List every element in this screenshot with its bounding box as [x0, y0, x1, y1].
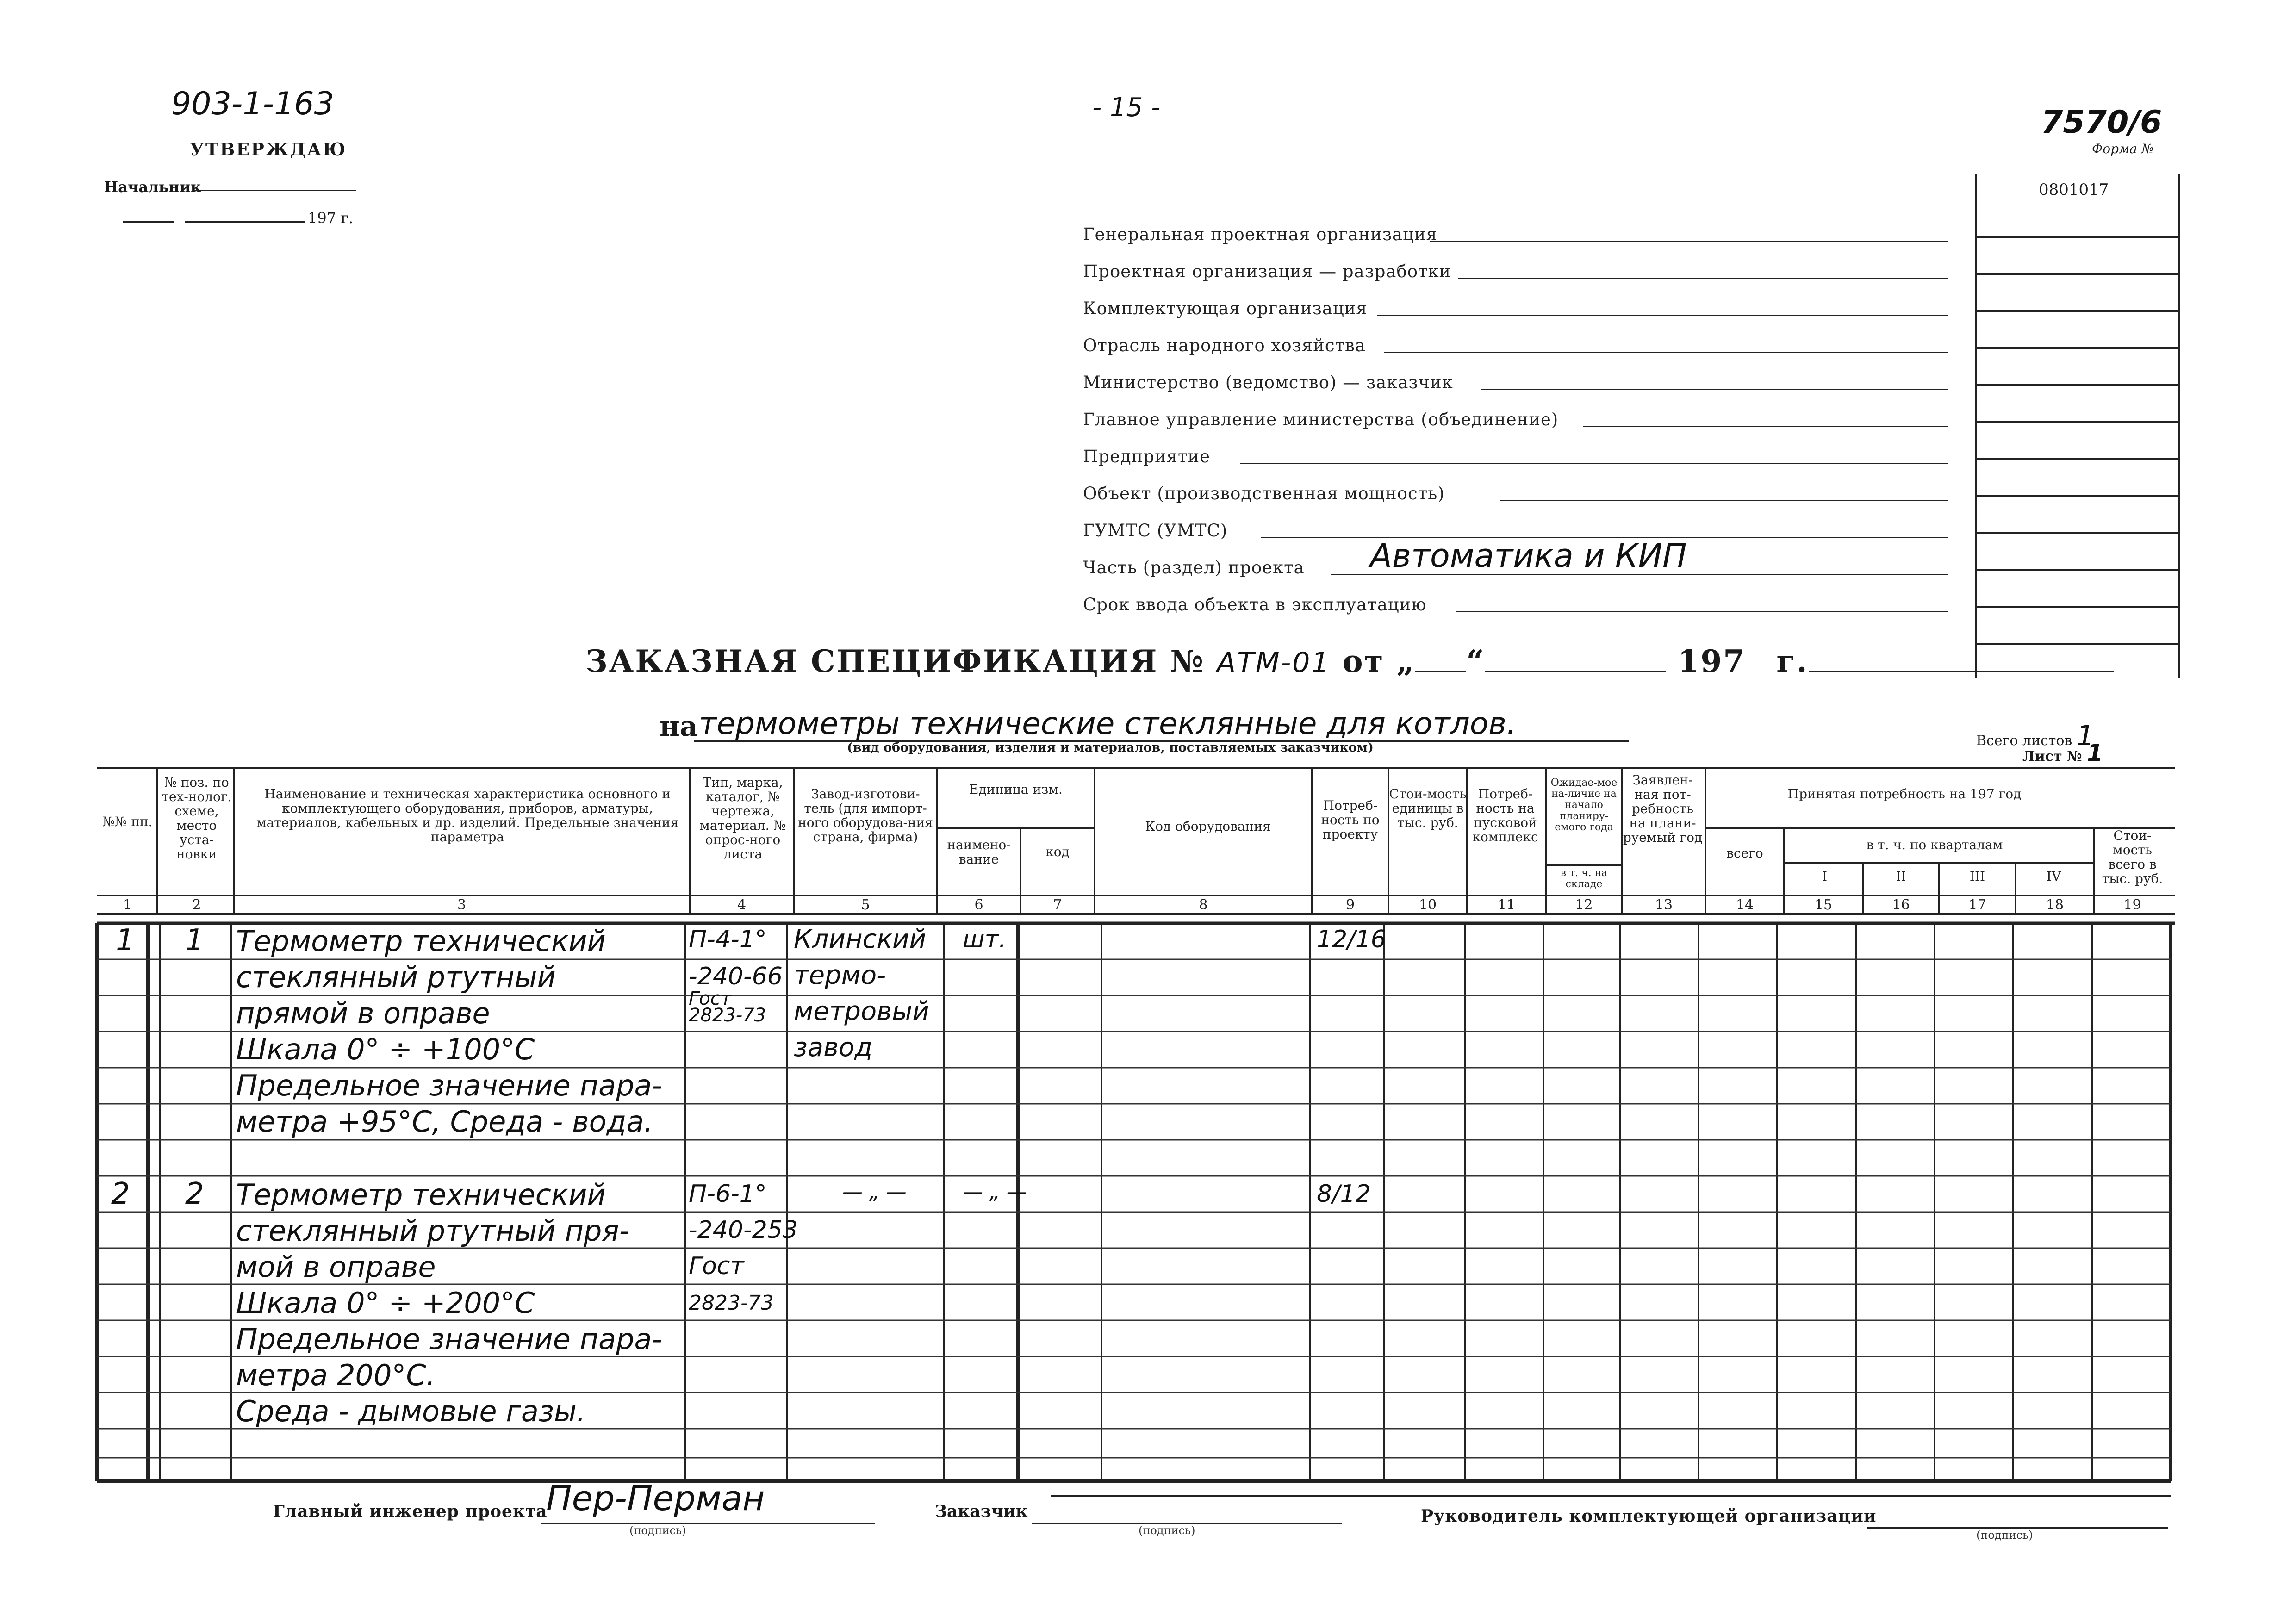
col-number: 1 — [123, 897, 132, 913]
row1-pos: 1 — [185, 923, 204, 958]
col-number: 12 — [1575, 897, 1593, 913]
col-number: 6 — [974, 897, 983, 913]
spec-date-quote-open: „ — [1396, 643, 1416, 679]
col-number: 4 — [737, 897, 747, 913]
customer-signature-caption: (подпись) — [1139, 1524, 1195, 1537]
spec-number: АТМ-01 — [1217, 647, 1331, 679]
row1-num: 1 — [116, 923, 135, 958]
spec-date-quote-close: “ — [1466, 643, 1486, 679]
spec-for-label: на — [660, 710, 698, 743]
header-col14: всего — [1726, 846, 1763, 861]
spec-for-caption: (вид оборудования, изделия и материалов, поставляемых заказчиком) — [847, 740, 1374, 755]
spec-for-value: термометры технические стеклянные для котлов. — [699, 706, 1517, 741]
header-accepted: Принятая потребность на 197 год — [1787, 786, 2022, 802]
row10-name: мой в оправе — [236, 1250, 436, 1284]
header-col12: Ожидае-мое на-личие на начало планиру-емого года — [1550, 777, 1618, 833]
row4-name: Шкала 0° ÷ +100°С — [236, 1032, 535, 1066]
row8-num: 2 — [111, 1177, 130, 1211]
col-number: 16 — [1892, 897, 1910, 913]
row13-name: метра 200°С. — [236, 1358, 436, 1392]
header-col4: Тип, марка, каталог, № чертежа, материал. № опрос-ного листа — [700, 775, 786, 862]
form-label: Форма № — [2092, 141, 2154, 156]
row12-name: Предельное значение пара- — [236, 1322, 662, 1356]
col-number: 7 — [1053, 897, 1062, 913]
row11-name: Шкала 0° ÷ +200°С — [236, 1286, 535, 1320]
sheet-number-label: Лист № — [2022, 748, 2082, 765]
col-number: 2 — [192, 897, 201, 913]
supplier-label: Руководитель комплектующей организации — [1421, 1506, 1877, 1526]
header-q1: I — [1822, 869, 1828, 884]
row8-pos: 2 — [185, 1177, 204, 1211]
row6-name: метра +95°С, Среда - вода. — [236, 1105, 653, 1138]
row8-type: П-6-1° — [689, 1180, 767, 1208]
chief-engineer-signature-line[interactable] — [541, 1523, 875, 1524]
header-col13: Заявлен-ная пот-ребность на плани-руемый год — [1623, 772, 1703, 845]
header-col11: Потреб-ность на пусковой комплекс — [1472, 786, 1538, 845]
project-part-value: Автоматика и КИП — [1370, 537, 1687, 575]
project-part-label: Часть (раздел) проекта — [1083, 558, 1305, 578]
sheets-total-value: 1 — [2076, 720, 2095, 752]
header-col19: Стои-мость всего в тыс. руб. — [2102, 828, 2163, 886]
ministry-label: Министерство (ведомство) — заказчик — [1083, 373, 1453, 392]
row8-unit: — „ — — [963, 1180, 1027, 1204]
col-number: 10 — [1419, 897, 1437, 913]
spec-title-text: ЗАКАЗНАЯ СПЕЦИФИКАЦИЯ № — [585, 643, 1205, 679]
row3-name: прямой в оправе — [236, 996, 490, 1030]
header-col2: № поз. по тех-нолог. схеме, место уста-новки — [162, 775, 232, 862]
col-number: 17 — [1968, 897, 1986, 913]
col-number: 13 — [1655, 897, 1673, 913]
row2-name: стеклянный ртутный — [236, 960, 556, 994]
header-col67: Единица изм. — [969, 782, 1063, 797]
row8-maker: — „ — — [842, 1180, 907, 1204]
header-q4: IV — [2046, 869, 2061, 884]
approval-title: УТВЕРЖДАЮ — [190, 139, 347, 160]
col-number: 11 — [1497, 897, 1516, 913]
sheet-number-value: 1 — [2087, 740, 2103, 766]
chief-label: Начальник — [104, 178, 201, 196]
org-general-label: Генеральная проектная организация — [1083, 224, 1437, 244]
row8-demand: 8/12 — [1317, 1180, 1371, 1208]
org-supply-label: Комплектующая организация — [1083, 298, 1368, 318]
doc-number: 7570/6 — [2041, 104, 2162, 141]
col-number: 5 — [861, 897, 870, 913]
header-col1: №№ пп. — [102, 814, 153, 829]
gumts-label: ГУМТС (УМТС) — [1083, 521, 1228, 541]
col-number: 15 — [1814, 897, 1833, 913]
commissioning-label: Срок ввода объекта в эксплуатацию — [1083, 595, 1427, 615]
row1-demand: 12/16 — [1317, 926, 1386, 953]
col-number: 9 — [1345, 897, 1355, 913]
spec-date-year: 197 — [1678, 643, 1746, 679]
header-col12b: в т. ч. на складе — [1560, 867, 1608, 890]
header-col9: Потреб-ность по проекту — [1321, 798, 1380, 842]
page-number: - 15 - — [1092, 93, 1161, 123]
header-col5: Завод-изготови-тель (для импорт-ного оборудова-ния страна, фирма) — [798, 786, 933, 845]
row5-name: Предельное значение пара- — [236, 1069, 662, 1102]
chief-engineer-signature-caption: (подпись) — [629, 1524, 686, 1537]
row1-name: Термометр технический — [236, 924, 606, 958]
row1-type: П-4-1° — [689, 926, 767, 953]
approval-year-label: 197 г. — [308, 209, 354, 227]
col-number: 18 — [2046, 897, 2064, 913]
main-department-label: Главное управление министерства (объединение) — [1083, 410, 1559, 429]
sheets-total-label: Всего листов — [1976, 733, 2072, 749]
org-design-label: Проектная организация — разработки — [1083, 261, 1451, 281]
enterprise-label: Предприятие — [1083, 447, 1211, 466]
row3-type: Гост 2823-73 — [689, 988, 766, 1026]
spec-date-g: г. — [1776, 643, 1809, 679]
row3-maker: метровый — [794, 996, 929, 1026]
footer-rule — [1051, 1495, 2171, 1497]
row1-maker: Клинский — [794, 924, 926, 954]
supplier-signature-caption: (подпись) — [1976, 1529, 2033, 1542]
object-label: Объект (производственная мощность) — [1083, 484, 1445, 504]
row9-name: стеклянный ртутный пря- — [236, 1214, 630, 1248]
row14-name: Среда - дымовые газы. — [236, 1394, 586, 1428]
col-number: 19 — [2123, 897, 2141, 913]
row1-unit: шт. — [963, 926, 1007, 953]
row8-name: Термометр технический — [236, 1178, 606, 1212]
header-col3: Наименование и техническая характеристика основного и комплектующего оборудования, приборов, арматуры, материалов, кабельных и др. изделий. Предельные значения параметра — [256, 786, 679, 845]
chief-engineer-signature: Пер-Перман — [546, 1479, 765, 1518]
header-col8: Код оборудования — [1145, 819, 1271, 834]
col-number: 14 — [1736, 897, 1754, 913]
header-col7: код — [1045, 844, 1070, 859]
header-quarters: в т. ч. по кварталам — [1866, 837, 2003, 852]
header-col6: наимено-вание — [947, 837, 1011, 867]
row4-maker: завод — [794, 1032, 873, 1063]
form-code: 0801017 — [2039, 180, 2109, 199]
chief-engineer-label: Главный инженер проекта — [273, 1502, 548, 1521]
row9-type: -240-253 — [689, 1216, 798, 1244]
header-q2: II — [1896, 869, 1906, 884]
col-number: 8 — [1199, 897, 1208, 913]
row10-type: Гост — [689, 1252, 744, 1280]
project-code: 903-1-163 — [171, 86, 334, 122]
customer-label: Заказчик — [935, 1502, 1028, 1521]
row2-type: -240-66 — [689, 963, 783, 990]
row11-type: 2823-73 — [689, 1291, 774, 1315]
header-col10: Стои-мость единицы в тыс. руб. — [1389, 786, 1467, 830]
industry-label: Отрасль народного хозяйства — [1083, 336, 1366, 355]
header-q3: III — [1969, 869, 1985, 884]
row2-maker: термо- — [794, 960, 886, 990]
spec-date-from: от — [1342, 643, 1385, 679]
col-number: 3 — [457, 897, 467, 913]
